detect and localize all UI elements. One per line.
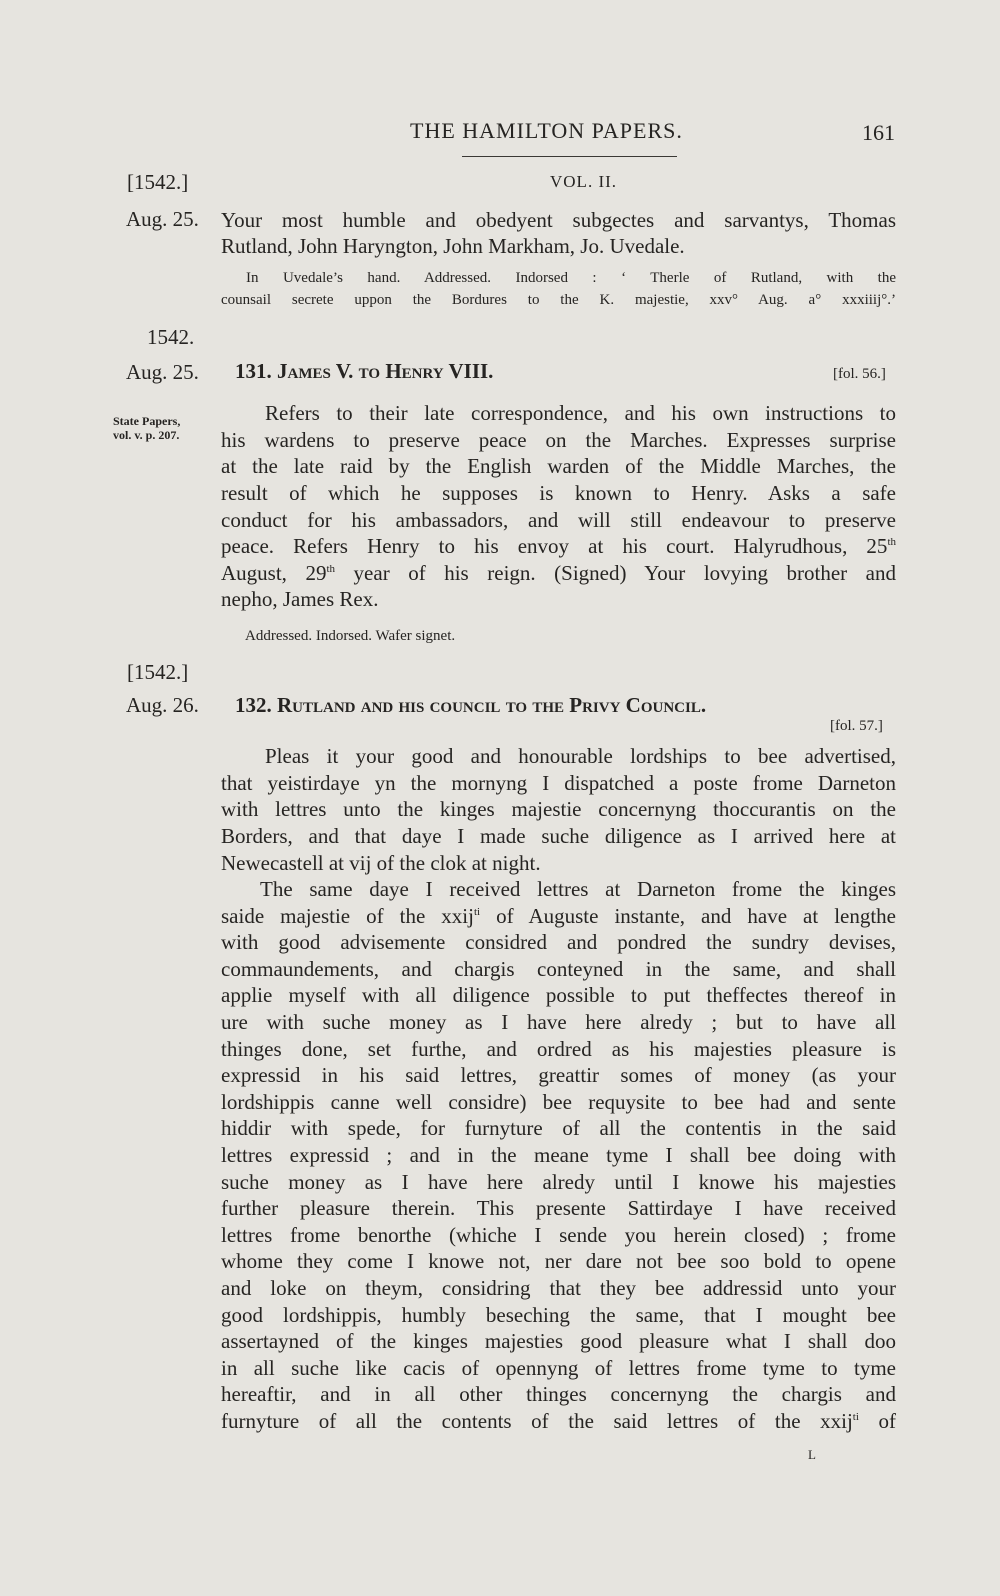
body-line: Refers to their late correspondence, and his own instructions to — [265, 401, 896, 425]
prev-entry-note: In Uvedale’s hand. Addressed. Indorsed : ‘ Therle of Rutland, with the — [246, 270, 896, 286]
entry-131-date: Aug. 25. — [126, 360, 199, 384]
prev-entry-year: [1542.] — [127, 170, 189, 194]
entry-132-heading — [235, 693, 706, 718]
prev-entry-closing-line: Your most humble and obedyent subgectes and sarvantys, Thomas — [221, 208, 896, 232]
body-line: lettres expressid ; and in the meane tyme I shall bee doing with — [221, 1143, 896, 1167]
body-line-text: furnyture of all the contents of the said lettres of the xxij — [221, 1409, 853, 1433]
body-line: at the late raid by the English warden of the Middle Marches, the — [221, 454, 896, 478]
body-line: applie myself with all diligence possible to put theffectes thereof in — [221, 983, 896, 1007]
prev-entry-closing-line: Rutland, John Haryngton, John Markham, Jo. Uvedale. — [221, 234, 685, 258]
body-line: expressid in his said lettres, greattir somes of money (as your — [221, 1063, 896, 1087]
body-line: lettres frome benorthe (whiche I sende you herein closed) ; frome — [221, 1223, 896, 1247]
body-line — [221, 903, 896, 929]
body-line: Borders, and that daye I made suche diligence as I arrived here at — [221, 824, 896, 848]
body-line: suche money as I have here alredy until I knowe his majesties — [221, 1170, 896, 1194]
prev-entry-date: Aug. 25. — [126, 207, 199, 231]
body-line: hiddir with spede, for furnyture of all the contentis in the said — [221, 1116, 896, 1140]
entry-132-folio: [fol. 57.] — [830, 718, 883, 734]
entry-132-year: [1542.] — [127, 660, 189, 684]
entry-131-year: 1542. — [147, 325, 195, 349]
body-line-text: saide majestie of the xxij — [221, 904, 474, 928]
body-line — [221, 1408, 896, 1434]
volume-label: VOL. II. — [550, 172, 618, 191]
body-line: result of which he supposes is known to Henry. Asks a safe — [221, 481, 896, 505]
header-rule — [462, 156, 677, 157]
running-title: THE HAMILTON PAPERS. — [410, 118, 683, 143]
superscript: ti — [852, 1411, 859, 1423]
body-line: Pleas it your good and honourable lordships to bee advertised, — [265, 744, 896, 768]
body-line — [221, 560, 896, 586]
entry-number: 131. — [235, 359, 272, 383]
entry-132-date: Aug. 26. — [126, 693, 199, 717]
body-line: and loke on theym, considring that they bee addressid unto your — [221, 1276, 896, 1300]
body-line-text: of Auguste instante, and have at lengthe — [496, 904, 896, 928]
entry-title: Rutland and his council to the Privy Council. — [277, 693, 707, 717]
body-line: commaundements, and chargis conteyned in the same, and shall — [221, 957, 896, 981]
body-line: conduct for his ambassadors, and will still endeavour to preserve — [221, 508, 896, 532]
entry-131-folio: [fol. 56.] — [833, 366, 886, 382]
body-line-text: peace. Refers Henry to his envoy at his court. Halyrudhous, 25 — [221, 534, 888, 558]
body-line-text: year of his reign. (Signed) Your lovying brother and — [353, 561, 896, 585]
entry-number: 132. — [235, 693, 272, 717]
body-line: whome they come I knowe not, ner dare not bee soo bold to opene — [221, 1249, 896, 1273]
body-line: thinges done, set furthe, and ordred as his majesties pleasure is — [221, 1037, 896, 1061]
body-line-text: of — [878, 1409, 896, 1433]
body-line: further pleasure therein. This presente Sattirdaye I have received — [221, 1196, 896, 1220]
body-line: good lordshippis, humbly beseching the same, that I mought bee — [221, 1303, 896, 1327]
side-note: State Papers, — [113, 414, 181, 428]
body-line-text: August, 29 — [221, 561, 327, 585]
body-line — [221, 533, 896, 559]
superscript: th — [887, 536, 896, 548]
superscript: ti — [473, 906, 481, 918]
page-number: 161 — [862, 120, 895, 145]
entry-131-note: Addressed. Indorsed. Wafer signet. — [245, 628, 456, 644]
prev-entry-note: counsail secrete uppon the Bordures to the K. majestie, xxv° Aug. a° xxxiiij°.’ — [221, 292, 896, 308]
body-line: The same daye I received lettres at Darneton frome the kinges — [260, 877, 896, 901]
body-line: nepho, James Rex. — [221, 587, 379, 611]
body-line: hereaftir, and in all other thinges concernyng the chargis and — [221, 1382, 896, 1406]
entry-title: James V. to Henry VIII. — [277, 359, 494, 383]
body-line: his wardens to preserve peace on the Marches. Expresses surprise — [221, 428, 896, 452]
body-line: with good advisemente considred and pondred the sundry devises, — [221, 930, 896, 954]
body-line: assertayned of the kinges majesties good pleasure what I shall doo — [221, 1329, 896, 1353]
entry-131-heading — [235, 359, 493, 384]
body-line: that yeistirdaye yn the mornyng I dispatched a poste frome Darneton — [221, 771, 896, 795]
body-line: in all suche like cacis of opennyng of lettres frome tyme to tyme — [221, 1356, 896, 1380]
body-line: Newecastell at vij of the clok at night. — [221, 851, 541, 875]
side-note: vol. v. p. 207. — [113, 428, 180, 442]
body-line: lordshippis canne well considre) bee requysite to bee had and sente — [221, 1090, 896, 1114]
body-line: with lettres unto the kinges majestie concernyng thoccurantis on the — [221, 797, 896, 821]
body-line: ure with suche money as I have here alredy ; but to have all — [221, 1010, 896, 1034]
superscript: th — [326, 563, 336, 575]
signature-mark: L — [808, 1447, 816, 1462]
